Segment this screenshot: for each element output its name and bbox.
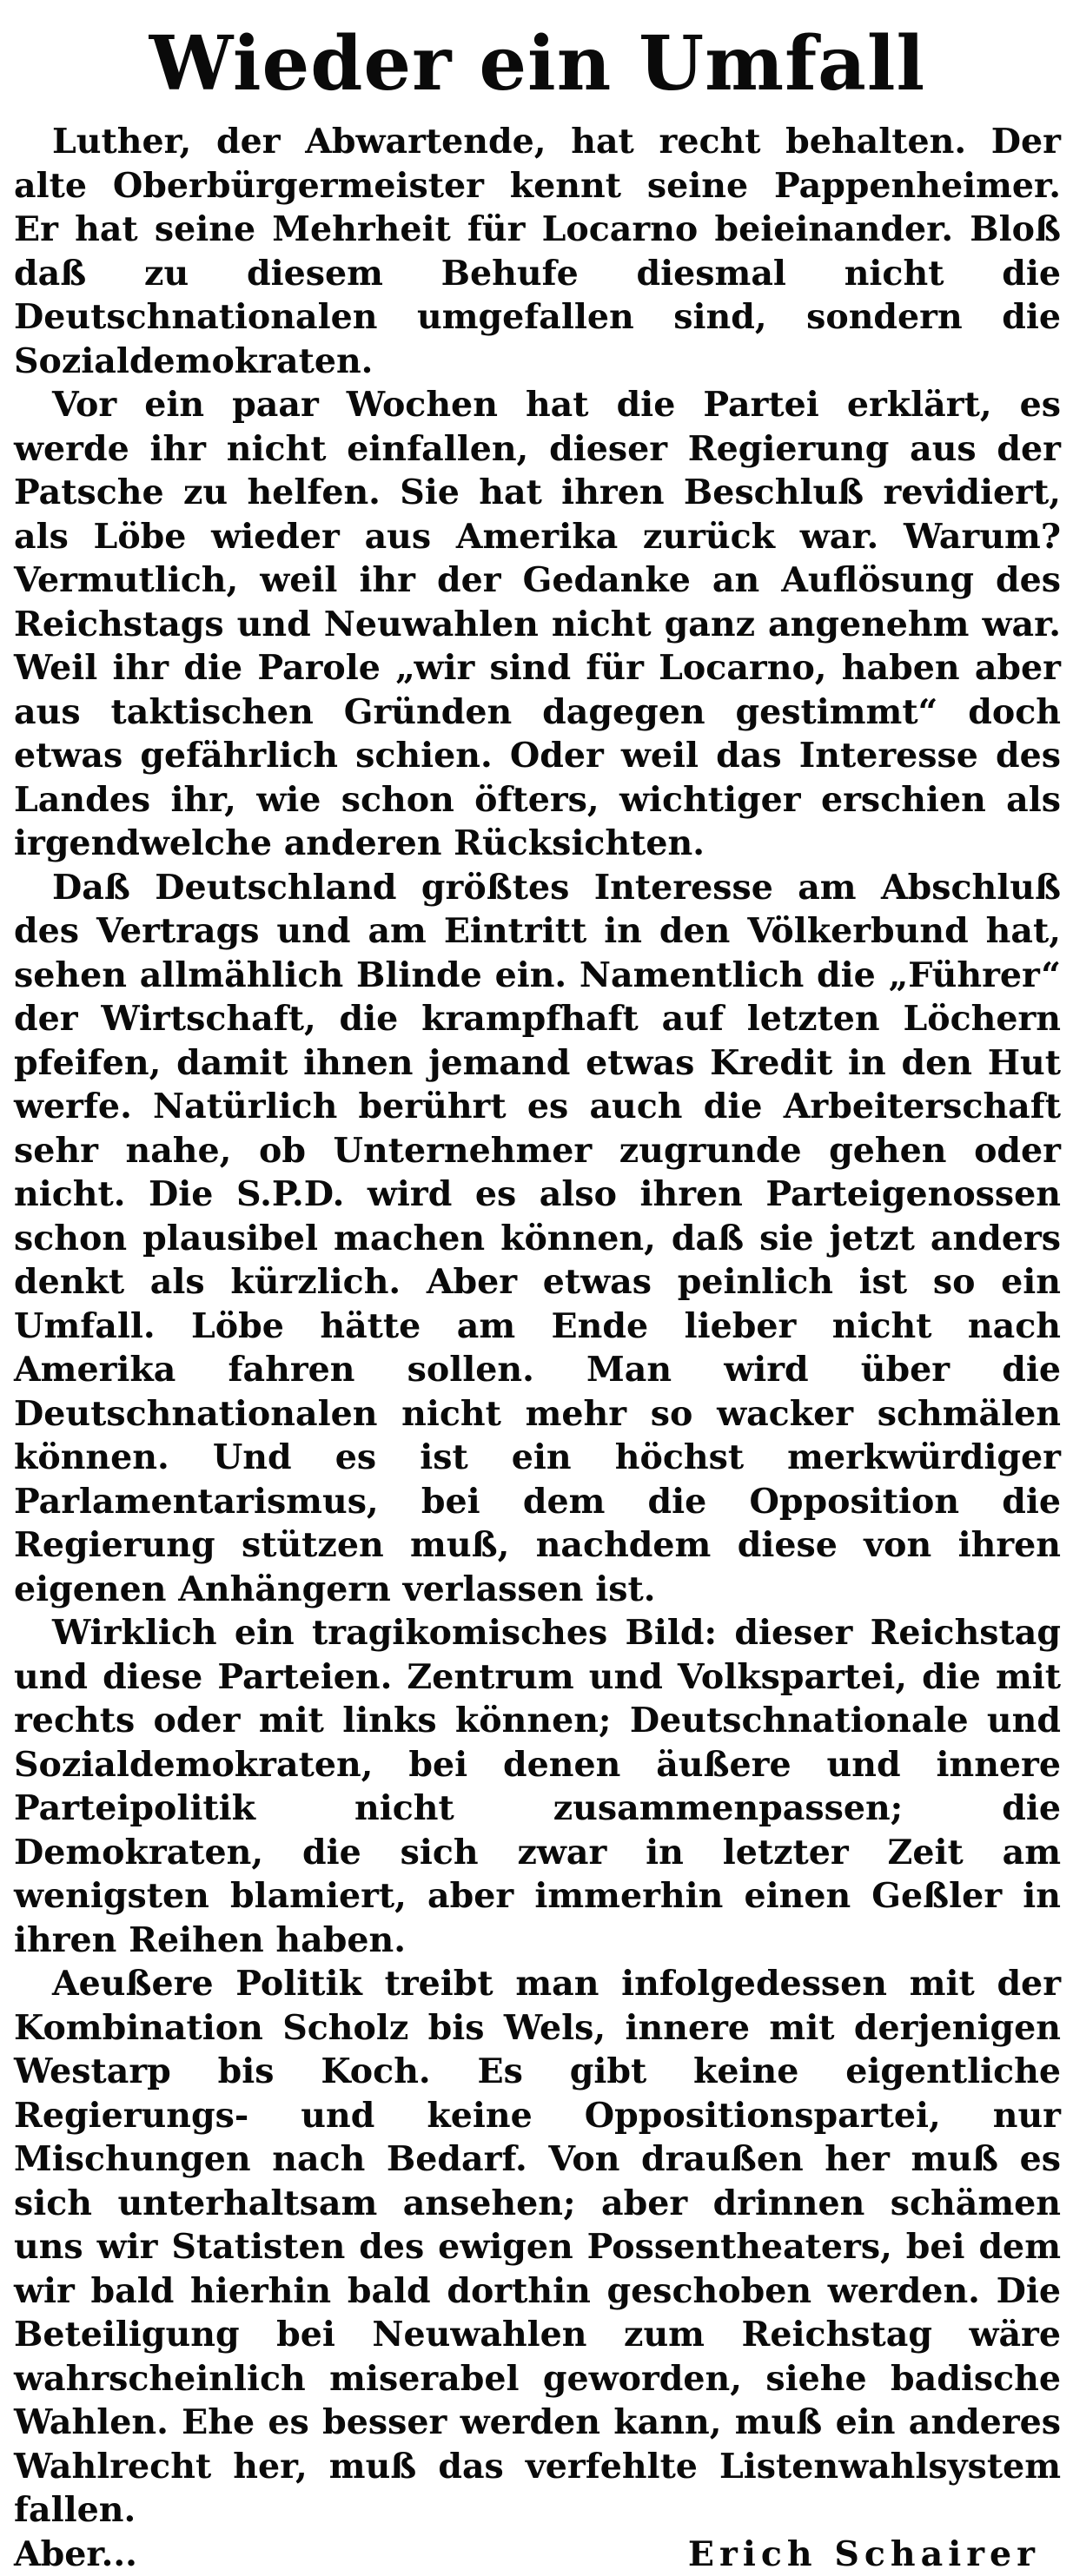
article-headline: Wieder ein Umfall xyxy=(14,21,1061,108)
article-paragraph-5: Aeußere Politik treibt man infolgedessen mit der Kombination Scholz bis Wels, innere mit derjenigen Westarp bis Koch. Es gibt keine eigentliche Regierungs- und keine Oppositionspartei, nur Mischungen nach Bedarf. Von draußen her muß es sich unterhaltsam ansehen; aber drinnen schämen uns wir Statisten des ewigen Possentheaters, bei dem wir bald hierhin bald dorthin geschoben werden. Die Beteiligung bei Neuwahlen zum Reichstag wäre wahrscheinlich miserabel geworden, siehe badische Wahlen. Ehe es besser werden kann, muß ein anderes Wahlrecht her, muß das verfehlte Listenwahlsystem fallen. xyxy=(14,1962,1061,2533)
article-paragraph-3: Daß Deutschland größtes Interesse am Abschluß des Vertrags und am Eintritt in den Völkerbund hat, sehen allmählich Blinde ein. Namentlich die „Führer“ der Wirtschaft, die krampfhaft auf letzten Löchern pfeifen, damit ihnen jemand etwas Kredit in den Hut werfe. Natürlich berührt es auch die Arbeiterschaft sehr nahe, ob Unternehmer zugrunde gehen oder nicht. Die S.P.D. wird es also ihren Parteigenossen schon plausibel machen können, daß sie jetzt anders denkt als kürzlich. Aber etwas peinlich ist so ein Umfall. Löbe hätte am Ende lieber nicht nach Amerika fahren sollen. Man wird über die Deutschnationalen nicht mehr so wacker schmälen können. Und es ist ein höchst merkwürdiger Parlamentarismus, bei dem die Opposition die Regierung stützen muß, nachdem diese von ihren eigenen Anhängern verlassen ist. xyxy=(14,866,1061,1612)
article-paragraph-2: Vor ein paar Wochen hat die Partei erklärt, es werde ihr nicht einfallen, dieser Regierung aus der Patsche zu helfen. Sie hat ihren Beschluß revidiert, als Löbe wieder aus Amerika zurück war. Warum? Vermutlich, weil ihr der Gedanke an Auflösung des Reichstags und Neuwahlen nicht ganz angenehm war. Weil ihr die Parole „wir sind für Locarno, haben aber aus taktischen Gründen dagegen gestimmt“ doch etwas gefährlich schien. Oder weil das Interesse des Landes ihr, wie schon öfters, wichtiger erschien als irgendwelche anderen Rücksichten. xyxy=(14,383,1061,866)
article-body xyxy=(14,120,1061,2576)
article-paragraph-4: Wirklich ein tragikomisches Bild: dieser Reichstag und diese Parteien. Zentrum und Volkspartei, die mit rechts oder mit links können; Deutschnationale und Sozialdemokraten, bei denen äußere und innere Parteipolitik nicht zusammenpassen; die Demokraten, die sich zwar in letzter Zeit am wenigsten blamiert, aber immerhin einen Geßler in ihren Reihen haben. xyxy=(14,1611,1061,1962)
closing-text: Aber... xyxy=(14,2533,137,2576)
article-paragraph-1: Luther, der Abwartende, hat recht behalten. Der alte Oberbürgermeister kennt seine Pappenheimer. Er hat seine Mehrheit für Locarno beieinander. Bloß daß zu diesem Behufe diesmal nicht die Deutschnationalen umgefallen sind, sondern die Sozialdemokraten. xyxy=(14,120,1061,383)
closing-line xyxy=(14,2533,1061,2576)
author-signature: Erich Schairer xyxy=(688,2533,1061,2576)
